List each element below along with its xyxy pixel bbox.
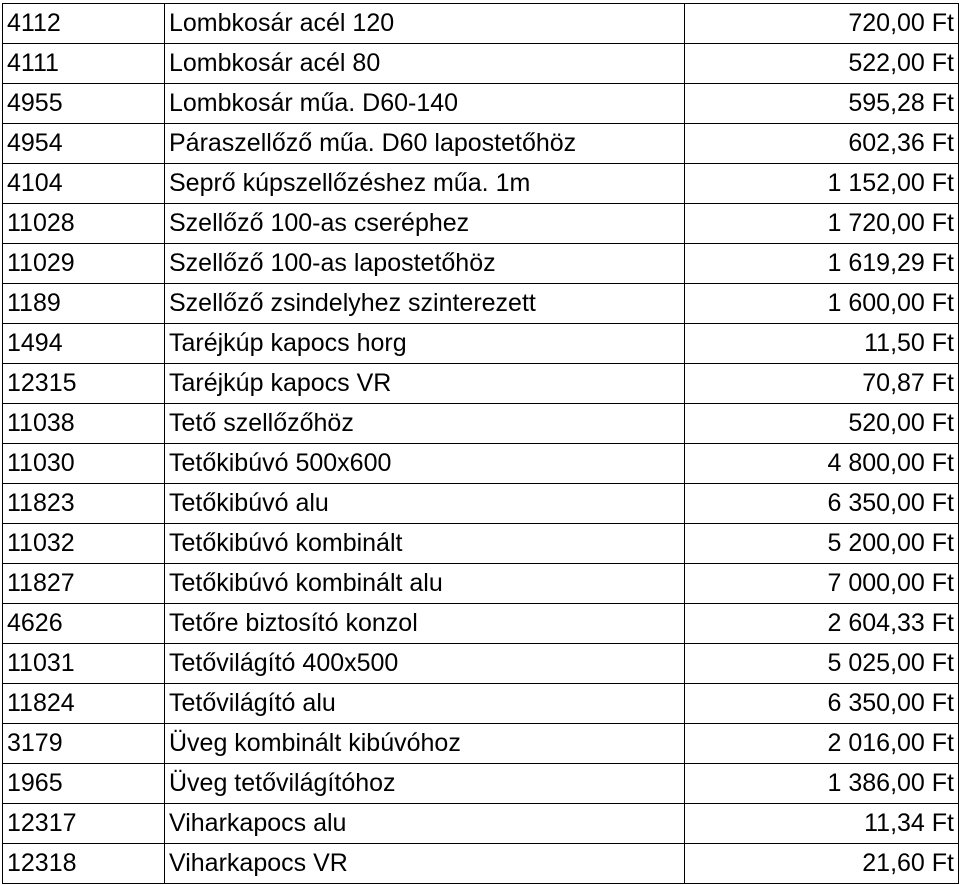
product-name-cell: Taréjkúp kapocs horg <box>165 324 685 364</box>
product-code-cell: 11028 <box>3 204 165 244</box>
product-price-cell: 7 000,00 Ft <box>685 564 959 604</box>
table-row <box>3 244 959 284</box>
product-price-cell: 6 350,00 Ft <box>685 684 959 724</box>
product-code-cell: 1189 <box>3 284 165 324</box>
product-price-cell: 4 800,00 Ft <box>685 444 959 484</box>
product-code-cell: 12318 <box>3 844 165 884</box>
product-price-cell: 1 720,00 Ft <box>685 204 959 244</box>
table-row <box>3 844 959 884</box>
price-list-table <box>2 3 959 884</box>
product-code-cell: 12315 <box>3 364 165 404</box>
product-name-cell: Viharkapocs VR <box>165 844 685 884</box>
product-code-cell: 11038 <box>3 404 165 444</box>
table-row <box>3 4 959 44</box>
product-price-cell: 520,00 Ft <box>685 404 959 444</box>
product-price-cell: 595,28 Ft <box>685 84 959 124</box>
product-name-cell: Üveg kombinált kibúvóhoz <box>165 724 685 764</box>
product-code-cell: 3179 <box>3 724 165 764</box>
product-price-cell: 21,60 Ft <box>685 844 959 884</box>
product-price-cell: 522,00 Ft <box>685 44 959 84</box>
table-row <box>3 44 959 84</box>
product-code-cell: 11031 <box>3 644 165 684</box>
product-name-cell: Tető szellőzőhöz <box>165 404 685 444</box>
product-price-cell: 11,50 Ft <box>685 324 959 364</box>
product-name-cell: Taréjkúp kapocs VR <box>165 364 685 404</box>
table-row <box>3 484 959 524</box>
table-row <box>3 364 959 404</box>
table-row <box>3 764 959 804</box>
product-name-cell: Tetővilágító alu <box>165 684 685 724</box>
product-name-cell: Lombkosár acél 80 <box>165 44 685 84</box>
product-code-cell: 4954 <box>3 124 165 164</box>
product-name-cell: Tetőkibúvó 500x600 <box>165 444 685 484</box>
product-price-cell: 70,87 Ft <box>685 364 959 404</box>
product-name-cell: Tetőkibúvó alu <box>165 484 685 524</box>
product-name-cell: Szellőző 100-as lapostetőhöz <box>165 244 685 284</box>
product-price-cell: 720,00 Ft <box>685 4 959 44</box>
product-price-cell: 2 016,00 Ft <box>685 724 959 764</box>
product-price-cell: 5 025,00 Ft <box>685 644 959 684</box>
product-name-cell: Seprő kúpszellőzéshez műa. 1m <box>165 164 685 204</box>
product-code-cell: 4111 <box>3 44 165 84</box>
product-price-cell: 1 600,00 Ft <box>685 284 959 324</box>
product-code-cell: 4626 <box>3 604 165 644</box>
product-name-cell: Szellőző zsindelyhez szinterezett <box>165 284 685 324</box>
product-name-cell: Páraszellőző műa. D60 lapostetőhöz <box>165 124 685 164</box>
product-code-cell: 11029 <box>3 244 165 284</box>
product-code-cell: 11827 <box>3 564 165 604</box>
table-row <box>3 284 959 324</box>
product-name-cell: Viharkapocs alu <box>165 804 685 844</box>
table-row <box>3 324 959 364</box>
table-row <box>3 204 959 244</box>
product-price-cell: 11,34 Ft <box>685 804 959 844</box>
product-name-cell: Tetőkibúvó kombinált alu <box>165 564 685 604</box>
product-code-cell: 11032 <box>3 524 165 564</box>
product-name-cell: Lombkosár acél 120 <box>165 4 685 44</box>
product-code-cell: 12317 <box>3 804 165 844</box>
table-row <box>3 444 959 484</box>
table-row <box>3 644 959 684</box>
product-code-cell: 11823 <box>3 484 165 524</box>
product-price-cell: 1 152,00 Ft <box>685 164 959 204</box>
table-row <box>3 84 959 124</box>
product-code-cell: 4955 <box>3 84 165 124</box>
product-price-cell: 602,36 Ft <box>685 124 959 164</box>
product-name-cell: Tetőkibúvó kombinált <box>165 524 685 564</box>
product-code-cell: 1494 <box>3 324 165 364</box>
table-row <box>3 724 959 764</box>
product-price-cell: 5 200,00 Ft <box>685 524 959 564</box>
product-name-cell: Tetőre biztosító konzol <box>165 604 685 644</box>
product-name-cell: Tetővilágító 400x500 <box>165 644 685 684</box>
product-name-cell: Szellőző 100-as cseréphez <box>165 204 685 244</box>
price-list-body <box>3 4 959 884</box>
table-row <box>3 404 959 444</box>
table-row <box>3 604 959 644</box>
table-row <box>3 124 959 164</box>
table-row <box>3 164 959 204</box>
product-code-cell: 4104 <box>3 164 165 204</box>
table-row <box>3 684 959 724</box>
table-row <box>3 804 959 844</box>
product-price-cell: 1 619,29 Ft <box>685 244 959 284</box>
product-code-cell: 1965 <box>3 764 165 804</box>
product-price-cell: 2 604,33 Ft <box>685 604 959 644</box>
product-name-cell: Lombkosár műa. D60-140 <box>165 84 685 124</box>
product-code-cell: 4112 <box>3 4 165 44</box>
product-code-cell: 11824 <box>3 684 165 724</box>
product-code-cell: 11030 <box>3 444 165 484</box>
product-name-cell: Üveg tetővilágítóhoz <box>165 764 685 804</box>
table-row <box>3 524 959 564</box>
table-row <box>3 564 959 604</box>
product-price-cell: 6 350,00 Ft <box>685 484 959 524</box>
product-price-cell: 1 386,00 Ft <box>685 764 959 804</box>
